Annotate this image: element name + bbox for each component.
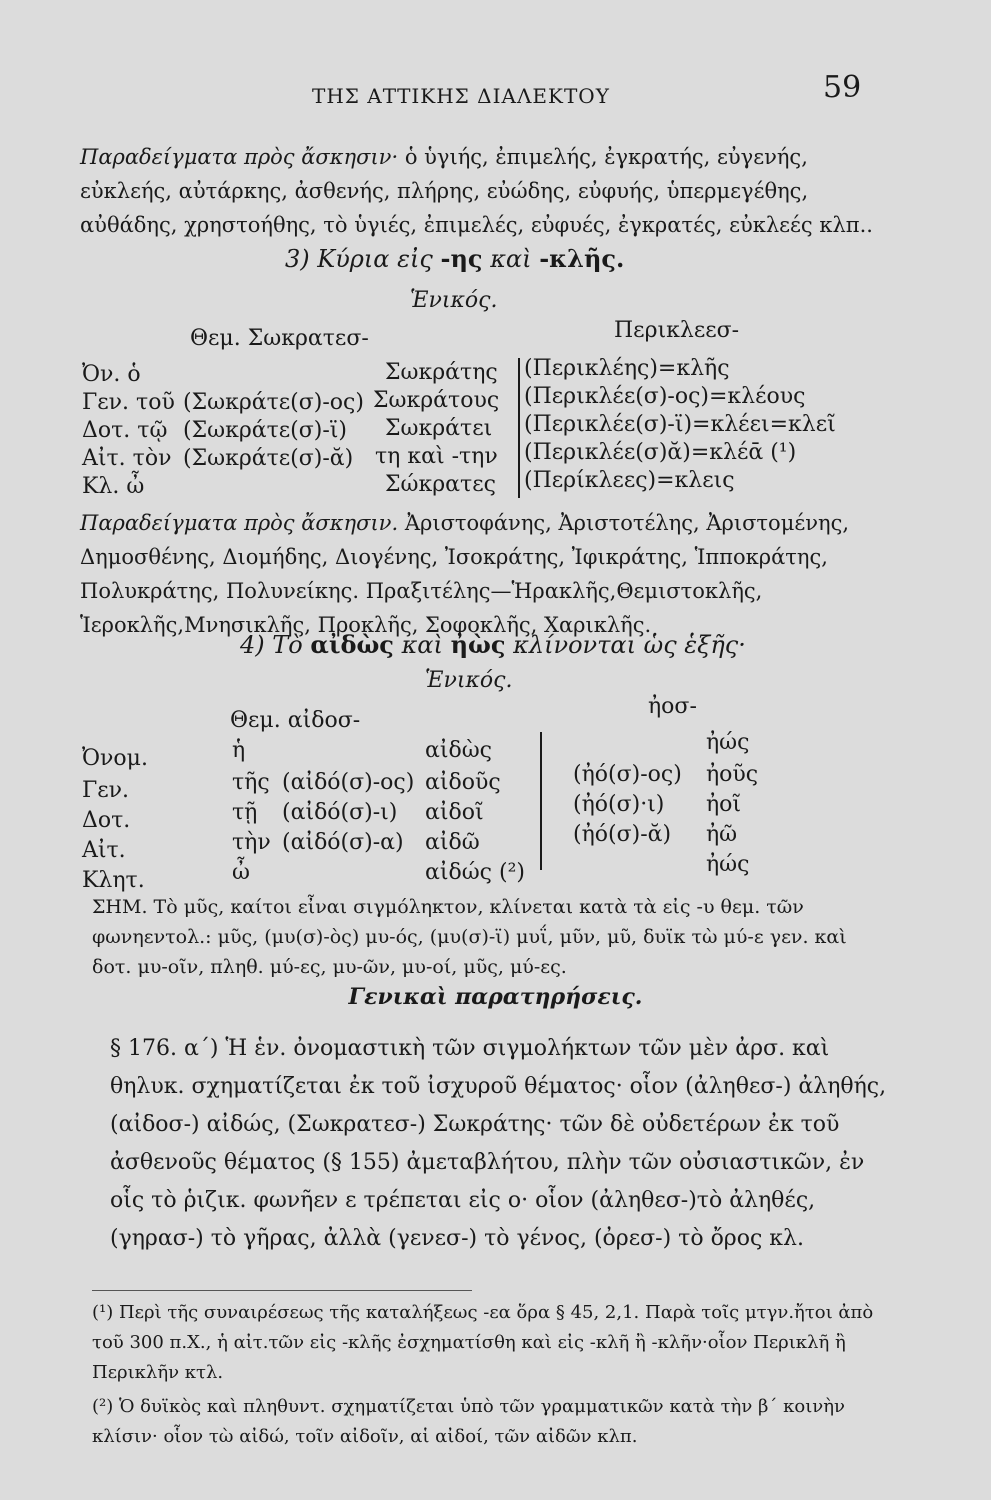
exercise-paragraph-2 [80,506,900,642]
general-title: Γενικαὶ παρατηρήσεις. [348,984,643,1010]
right-form: (Περικλέε(σ)ᾰ)=κλέᾱ (¹) [524,440,797,465]
stem-left: Θεμ. αἰδοσ- [230,708,361,733]
case-label: Δοτ. [82,808,131,833]
case-label: Ὀν. ὁ [82,362,141,387]
right-form: (ἠό(σ)-ᾰ) [573,822,672,847]
exercise-label: Παραδείγματα πρὸς ἄσκησιν· [80,145,399,169]
title-word-1: αἰδὼς [310,630,394,659]
case-label: Ὀνομ. [82,746,148,771]
right-result: ἠοῖ [706,792,742,817]
right-result: ἠώς [706,730,750,755]
footnote-1: (¹) Περὶ τῆς συναιρέσεως τῆς καταλήξεως -εα ὅρα § 45, 2,1. Παρὰ τοῖς μτγν.ἤτοι ἀπὸ τοῦ 300 π.Χ., ἡ αἰτ.τῶν εἰς -κλῆς ἐσχηματίσθη καὶ εἰς -κλῆ ἢ -κλῆν·οἷον Περικλῆ ἢ Περικλῆν κτλ. [92,1302,874,1383]
stem-form: (αἰδό(σ)-ος) [282,770,415,795]
section-4-title [240,630,746,659]
title-suffix: κλίνονται ὡς ἑξῆς· [513,631,746,659]
section-4-number: Ἑνικός. [425,668,513,693]
case-label: Αἰτ. τὸν [82,446,172,471]
result-form: τη καὶ -την [375,444,498,469]
result-form: αἰδώς (²) [425,860,525,885]
stem-form: (αἰδό(σ)-ι) [282,800,398,825]
stem-right: Περικλεεσ- [614,318,740,343]
result-form: αἰδοῦς [425,770,501,795]
case-label: Γεν. τοῦ [82,390,175,415]
note-paragraph [92,892,892,982]
stem-form: (Σωκράτε(σ)-ος) [183,390,364,415]
footnote-rule [92,1290,472,1291]
result-form: Σώκρατες [385,472,496,497]
title-and: καὶ [490,245,532,273]
section-3-number: Ἑνικός. [410,288,498,313]
general-paragraph: § 176. α΄) Ἡ ἑν. ὀνομαστικὴ τῶν σιγμολήκτων τῶν μὲν ἀρσ. καὶ θηλυκ. σχηματίζεται ἐκ τοῦ ἰσχυροῦ θέματος· οἷον (ἀληθεσ-) ἀληθής, (αἰδοσ-) αἰδώς, (Σωκρατεσ-) Σωκράτης· τῶν δὲ οὐδετέρων ἐκ τοῦ ἀσθενοῦς θέματος (§ 155) ἀμεταβλήτου, πλὴν τῶν οὐσιαστικῶν, ἐν οἷς τὸ ῥιζικ. φωνῆεν ε τρέπεται εἰς ο· οἷον (ἀληθεσ-)τὸ ἀληθές, (γηρασ-) τὸ γῆρας, ἀλλὰ (γενεσ-) τὸ γένος, (ὀρεσ-) τὸ ὄρος κλ. [110,1036,887,1251]
result-form: αἰδοῖ [425,800,484,825]
title-ending-1: -ης [440,244,483,273]
exercise-label: Παραδείγματα πρὸς ἄσκησιν. [80,511,399,535]
article: ὦ [232,860,250,885]
stem-form: (αἰδό(σ)-α) [282,830,404,855]
case-label: Κλητ. [82,868,145,893]
title-ending-2: -κλῆς. [539,244,625,273]
result-form: Σωκράτης [385,360,498,385]
case-label: Κλ. ὦ [82,474,145,499]
page-number: 59 [823,70,862,105]
article: ἡ [232,738,246,763]
title-word-2: ἠὼς [450,630,506,659]
result-form: αἰδὼς [425,738,492,763]
article: τῇ [232,800,258,825]
exercise-text: ὁ ὑγιής, ἐπιμελής, ἐγκρατής, εὐγενής, εὐκλεής, αὐτάρκης, ἀσθενής, πλήρης, εὐώδης, εὐφυής, ὑπερμεγέθης, αὐθάδης, χρηστοήθης, τὸ ὑγιές, ἐπιμελές, εὐφυές, ἐγκρατές, εὐκλεές κλπ.. [80,145,873,237]
result-form: Σωκράτους [373,388,500,413]
article: τῆς [232,770,270,795]
table-divider [518,358,520,498]
right-form: (Περικλέε(σ)-ος)=κλέους [524,384,806,409]
right-form: (ἠό(σ)-ος) [573,762,682,787]
stem-form: (Σωκράτε(σ)-ᾰ) [183,446,354,471]
right-form: (ἠό(σ)·ι) [573,792,665,817]
table-divider [540,732,542,870]
exercise-paragraph-1 [80,140,900,242]
right-form: (Περίκλεες)=κλεις [524,468,735,493]
exercise-text: Ἀριστοφάνης, Ἀριστοτέλης, Ἀριστομένης, Δημοσθένης, Διομήδης, Διογένης, Ἰσοκράτης, Ἰφικράτης, Ἱπποκράτης, Πολυκράτης, Πολυνείκης. Πραξιτέλης—Ἡρακλῆς,Θεμιστοκλῆς, Ἱεροκλῆς,Μνησικλῆς, Προκλῆς, Σοφοκλῆς, Χαρικλῆς. [80,511,850,637]
right-result: ἠῶ [706,822,738,847]
note-text: Τὸ μῦς, καίτοι εἶναι σιγμόληκτον, κλίνεται κατὰ τὰ εἰς -υ θεμ. τῶν φωνηεντολ.: μῦς, (μυ(σ)-ὸς) μυ-ός, (μυ(σ)-ϊ) μυΐ, μῦν, μῦ, δυϊκ τὼ μύ-ε γεν. καὶ δοτ. μυ-οῖν, πληθ. μύ-ες, μυ-ῶν, μυ-οί, μῦς, μύ-ες. [92,896,847,978]
title-prefix: 4) Τὸ [240,631,303,659]
title-prefix: 3) Κύρια εἰς [285,245,433,273]
case-label: Γεν. [82,778,130,803]
right-form: (Περικλέε(σ)-ϊ)=κλέει=κλεῖ [524,412,836,437]
right-form: (Περικλέης)=κλῆς [524,356,730,381]
section-3-title [285,244,624,273]
footnote-2: (²) Ὁ δυϊκὸς καὶ πληθυντ. σχηματίζεται ὑπὸ τῶν γραμματικῶν κατὰ τὴν β΄ κοινὴν κλίσιν· οἷον τὼ αἰδώ, τοῖν αἰδοῖν, αἱ αἰδοί, τῶν αἰδῶν κλπ. [92,1396,845,1447]
right-result: ἠώς [706,852,750,877]
stem-left: Θεμ. Σωκρατεσ- [190,326,369,351]
case-label: Δοτ. τῷ [82,418,168,443]
result-form: Σωκράτει [385,416,493,441]
result-form: αἰδῶ [425,830,480,855]
case-label: Αἰτ. [82,838,126,863]
running-head: ΤΗΣ ΑΤΤΙΚΗΣ ΔΙΑΛΕΚΤΟΥ [312,84,610,108]
title-and: καὶ [401,631,443,659]
article: τὴν [232,830,271,855]
note-label: ΣΗΜ. [92,896,148,918]
stem-right: ἠοσ- [648,694,697,719]
right-result: ἠοῦς [706,762,759,787]
stem-form: (Σωκράτε(σ)-ϊ) [183,418,348,443]
